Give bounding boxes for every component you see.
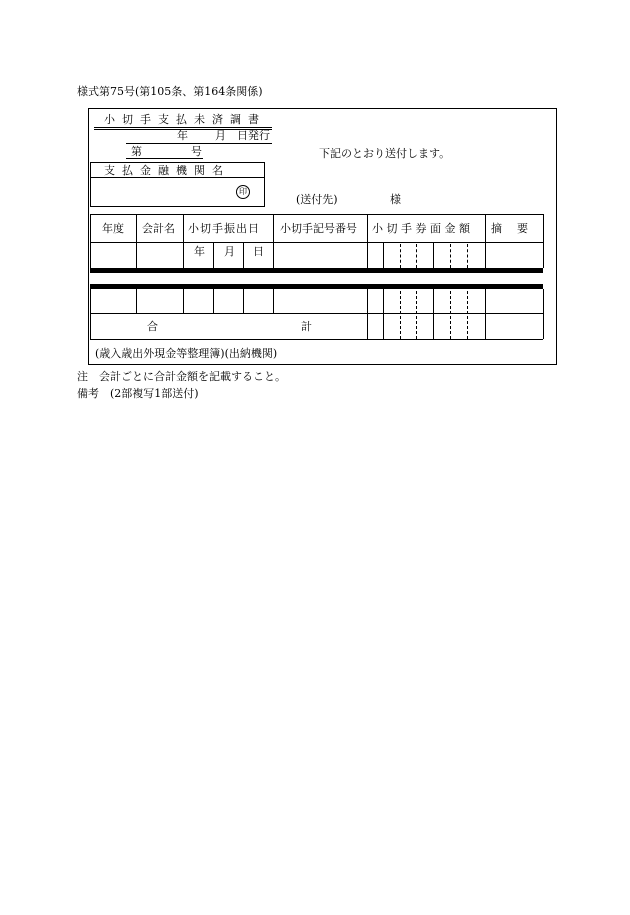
number-suffix: 号 (191, 145, 202, 158)
institution-label: 支払金融機関名 (104, 164, 230, 177)
col-line (485, 214, 486, 268)
col-line (90, 289, 91, 339)
note-text: 注 会計ごとに合計金額を記載すること。 (77, 370, 286, 383)
table-top-border (90, 214, 543, 215)
form-number: 様式第75号(第105条、第164条関係) (77, 85, 263, 98)
footer-note: (歳入歳出外現金等整理簿)(出納機関) (95, 347, 278, 360)
col-line (367, 214, 368, 268)
col-line (183, 214, 184, 268)
thick-separator-bottom (90, 284, 543, 289)
header-remarks: 摘 要 (491, 222, 530, 235)
thick-separator-top (90, 268, 543, 273)
col-line (383, 289, 384, 339)
col-line (213, 289, 214, 313)
number-underline (126, 158, 203, 159)
digit-dash (467, 291, 468, 339)
col-line (136, 289, 137, 313)
sending-note: 下記のとおり送付します。 (319, 147, 451, 160)
header-issue-date: 小切手振出日 (188, 222, 260, 235)
header-bottom-line (90, 242, 543, 243)
recipient-honorific: 様 (390, 193, 401, 206)
digit-dash (400, 244, 401, 268)
digit-dash (450, 244, 451, 268)
col-line (383, 242, 384, 268)
col-line (543, 214, 544, 268)
date-underline (126, 143, 272, 144)
col-line (433, 289, 434, 339)
form-title: 小切手支払未済調書 (104, 113, 266, 126)
col-line (243, 242, 244, 268)
date-issued-label: 日発行 (237, 129, 270, 142)
total-label-left: 合 (147, 320, 158, 333)
header-fiscal-year: 年度 (102, 222, 124, 235)
header-account-name: 会計名 (142, 222, 175, 235)
digit-dash (450, 291, 451, 339)
col-line (243, 289, 244, 313)
header-face-amount: 小切手券面金額 (372, 222, 474, 235)
digit-dash (467, 244, 468, 268)
remark-text: 備考 (2部複写1部送付) (77, 387, 199, 400)
col-line (273, 214, 274, 268)
col-line (485, 289, 486, 339)
digit-dash (416, 244, 417, 268)
digit-dash (416, 291, 417, 339)
col-line (433, 242, 434, 268)
table-bottom-border (90, 339, 543, 340)
col-line (213, 242, 214, 268)
header-check-number: 小切手記号番号 (280, 222, 357, 235)
title-underline (94, 127, 272, 128)
institution-box-divider (90, 177, 265, 178)
date-year-label: 年 (177, 129, 188, 142)
col-line (543, 289, 544, 339)
recipient-label: (送付先) (296, 193, 338, 206)
date-month-label: 月 (215, 129, 226, 142)
subheader-month: 月 (224, 245, 235, 258)
col-line (367, 289, 368, 339)
col-line (136, 214, 137, 268)
col-line (273, 289, 274, 313)
digit-dash (400, 291, 401, 339)
number-prefix: 第 (131, 145, 142, 158)
subheader-year: 年 (194, 245, 205, 258)
col-line (183, 289, 184, 313)
col-line (90, 214, 91, 268)
subheader-day: 日 (253, 245, 264, 258)
total-label-right: 計 (301, 320, 312, 333)
seal-mark: 印 (236, 185, 250, 199)
row-line (90, 313, 543, 314)
